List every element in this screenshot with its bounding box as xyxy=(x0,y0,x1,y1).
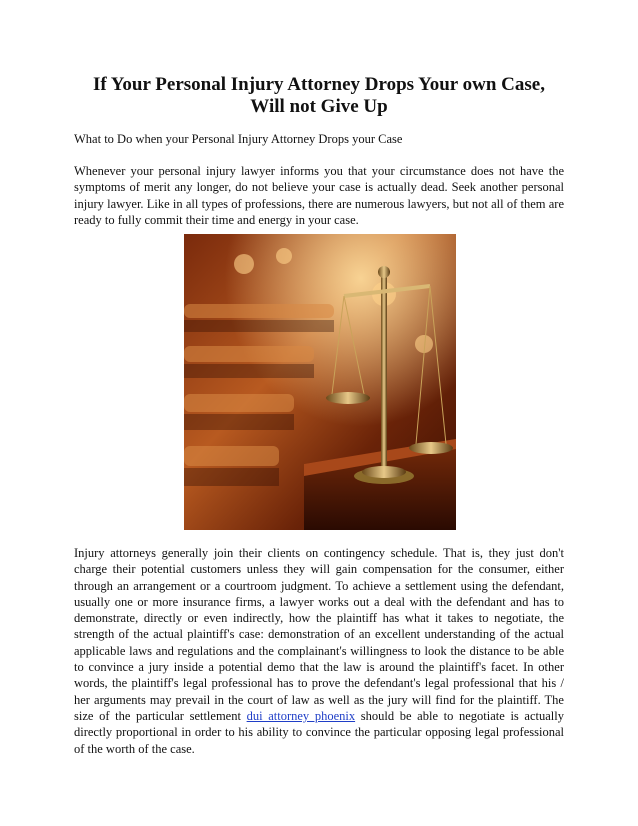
courtroom-scales-illustration xyxy=(184,234,456,530)
dui-attorney-link[interactable]: dui attorney phoenix xyxy=(246,708,356,723)
scales-of-justice-image xyxy=(184,234,456,530)
paragraph-intro: Whenever your personal injury lawyer informs you that your circumstance does not have the symptoms of merit any longer, do not believe your case is actually dead. Seek another personal injury lawyer. Like in all types of professions, there are numerous lawyers, but not all of them are ready to fully commit their time and energy in your case. xyxy=(74,164,564,227)
page-title xyxy=(60,74,578,118)
paragraph-body-text-end: should be able to negotiate is actually directly proportional in order to his ability to convince the particular opposing legal professional of the worth of the case. xyxy=(74,708,564,756)
subtitle: What to Do when your Personal Injury Attorney Drops your Case xyxy=(74,132,403,146)
title-line-2: Will not Give Up xyxy=(250,96,388,117)
paragraph-body-text: Injury attorneys generally join their clients on contingency schedule. That is, they just don't charge their potential customers unless they will gain compensation for the consumer, either through an arrangement or a courtroom judgment. To achieve a settlement using the defendant, usually one or more insurance firms, a lawyer works out a deal with the defendant and has to demonstrate, directly or even indirectly, how the plaintiff has what it takes to negotiate, the strength of the actual plaintiff's case: demonstration of an excellent understanding of the actual applicable laws and regulations and the complainant's willingness to look the distance to be able to convince a jury inside a potential demo that the law is around the plaintiff's facet. In other words, the plaintiff's legal professional has to prove the defendant's legal professional that his / her arguments may prevail in the court of law as well as the jury will find for the plaintiff. The size of the particular settlement xyxy=(74,546,564,723)
title-line-1: If Your Personal Injury Attorney Drops Your own Case, xyxy=(93,74,545,95)
paragraph-body xyxy=(74,545,564,757)
